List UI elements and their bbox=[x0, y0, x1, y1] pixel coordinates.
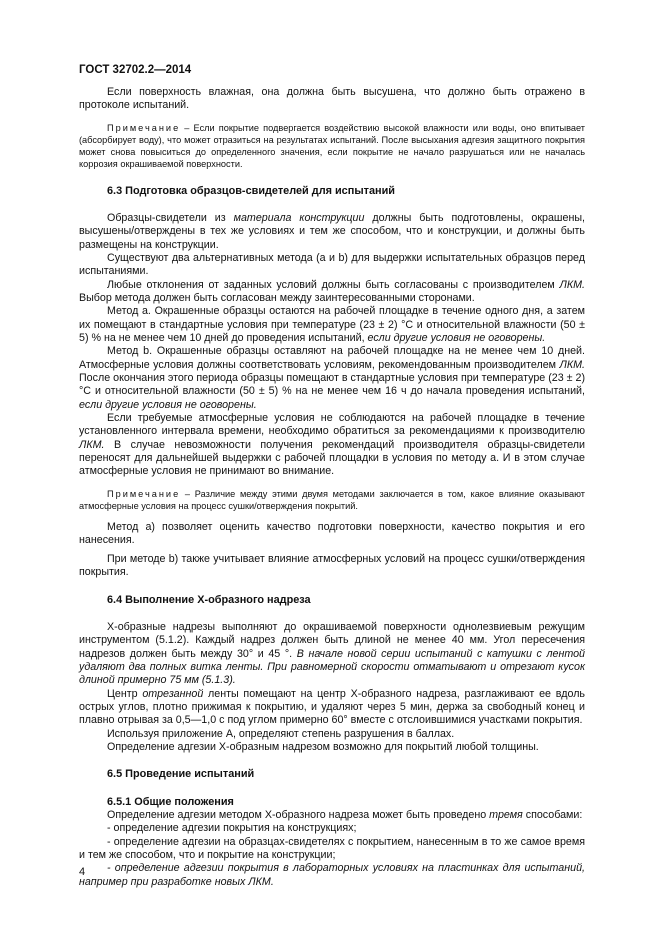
italic-text: если другие условия не оговорены. bbox=[79, 398, 257, 411]
paragraph-6-4-3: Используя приложение A, определяют степень разрушения в баллах. bbox=[107, 727, 455, 740]
text: должны быть подготовлены, окрашены, высушены/отверждены в тех же условиях и тем же способом, что и конструкции, и должны быть размещены на конструкции. bbox=[79, 211, 586, 251]
paragraph-6-4-2 bbox=[79, 688, 585, 728]
paragraph-method-a bbox=[79, 305, 585, 345]
paragraph-method-b bbox=[79, 345, 585, 412]
text: способами: bbox=[522, 808, 583, 821]
italic-text: материала конструкции bbox=[233, 211, 365, 224]
italic-text: тремя bbox=[489, 808, 523, 821]
note-text: – Различие между этими двумя методами заключается в том, какое влияние оказывают атмосферные условия на процесс сушки/отверждения покрытий. bbox=[79, 488, 585, 511]
paragraph-6-4-4: Определение адгезии X-образным надрезом возможно для покрытий любой толщины. bbox=[107, 740, 539, 753]
italic-text: - определение адгезии покрытия в лабораторных условиях на пластинках для испытаний, например при разработке новых ЛКМ. bbox=[79, 862, 585, 888]
italic-text: отрезанной bbox=[142, 687, 204, 700]
list-item: - определение адгезии на образцах-свидетелях с покрытием, нанесенным в то же самое время и тем же способом, что и покрытие на конструкции; bbox=[79, 835, 585, 861]
list-item bbox=[79, 862, 585, 889]
note-humidity bbox=[79, 122, 585, 171]
paragraph-6-3-2: Существуют два альтернативных метода (a и b) для выдержки испытательных образцов перед испытаниями. bbox=[79, 251, 585, 278]
note-methods bbox=[79, 488, 585, 512]
note-text: – Если покрытие подвергается воздействию высокой влажности или воды, оно впитывает (абсорбирует воду), что может отразиться на результатах испытаний. После высыхания адгезия защитного покрытия может снова повыситься до определенного значения, если покрытие не начало разрушаться или не началась коррозия окрашиваемой поверхности. bbox=[79, 122, 585, 170]
page-number: 4 bbox=[79, 866, 86, 878]
text: Образцы-свидетели из bbox=[107, 211, 234, 224]
paragraph-6-4-1 bbox=[79, 621, 585, 688]
text: Выбор метода должен быть согласован между заинтересованными сторонами. bbox=[79, 291, 475, 304]
document-header: ГОСТ 32702.2—2014 bbox=[79, 64, 192, 76]
text: ленты помещают на центр X-образного надреза, разглаживают ее вдоль острых углов, плотно прижимая к покрытию, и удаляют через 5 мин, держа за свободный конец и плавно отрывая за 0,5—1,0 с под углом примерно 60° вместе с отслоившимися участками покрытия. bbox=[79, 687, 586, 727]
list-item: - определение адгезии покрытия на конструкциях; bbox=[107, 822, 357, 835]
text: В случае невозможности получения рекомендаций производителя образцы-свидетели переносят для дальнейшей выдержки с рабочей площадки в условия по методу a. И в этом случае атмосферные условия не принимают во внимание. bbox=[79, 438, 585, 478]
note-label: Примечание bbox=[107, 122, 181, 133]
italic-text: ЛКМ. bbox=[559, 358, 585, 371]
text: Центр bbox=[107, 687, 143, 700]
section-6-4-title: 6.4 Выполнение X-образного надреза bbox=[107, 593, 311, 606]
text: Метод a. Окрашенные образцы остаются на рабочей площадке в течение одного дня, а затем их помещают в стандартные условия при температуре (23 ± 2) °С и относительной влажности (50 ± 5) % на не менее чем 10 дней до проведения испытаний, bbox=[79, 305, 585, 344]
text: Определение адгезии методом X-образного надреза может быть проведено bbox=[107, 808, 490, 821]
italic-text: если другие условия не оговорены. bbox=[367, 331, 546, 344]
paragraph-6-3-7: Метод a) позволяет оценить качество подготовки поверхности, качество покрытия и его нанесения. bbox=[79, 521, 585, 547]
paragraph-6-3-3 bbox=[79, 279, 585, 306]
note-label: Примечание bbox=[107, 488, 181, 499]
document-body bbox=[79, 86, 585, 889]
section-6-3-title: 6.3 Подготовка образцов-свидетелей для испытаний bbox=[107, 184, 395, 197]
paragraph-6-3-1 bbox=[79, 212, 585, 252]
section-6-5-title: 6.5 Проведение испытаний bbox=[107, 768, 255, 781]
text: Если требуемые атмосферные условия не соблюдаются на рабочей площадке в течение установленного интервала времени, необходимо обратиться за рекомендациями к производителю bbox=[79, 412, 585, 438]
section-6-5-1-title: 6.5.1 Общие положения bbox=[107, 795, 234, 808]
italic-text: ЛКМ. bbox=[79, 438, 105, 451]
text: После окончания этого периода образцы помещают в стандартные условия при температуре (23 ± 2) °С и относительной влажности (50 ± 5) % на не менее чем 16 ч до начала проведения испытаний, bbox=[79, 371, 585, 398]
paragraph-wet-surface: Если поверхность влажная, она должна быть высушена, что должно быть отражено в протоколе испытаний. bbox=[79, 86, 585, 112]
text: X-образные надрезы выполняют до окрашиваемой поверхности однолезвиевым режущим инструментом (5.1.2). Каждый надрез должен быть длиной не менее 40 мм. Угол пересечения надрезов должен быть между 30° и 45 °. bbox=[79, 620, 585, 660]
italic-text: В начале новой серии испытаний с катушки с лентой удаляют два полных витка ленты. При равномерной скорости отматывают и отрезают кусок длиной примерно 75 мм (5.1.3). bbox=[79, 647, 585, 687]
text: Любые отклонения от заданных условий должны быть согласованы с производителем bbox=[107, 278, 560, 291]
paragraph-6-3-8: При методе b) также учитывает влияние атмосферных условий на процесс сушки/отверждения покрытия. bbox=[79, 552, 585, 579]
paragraph-6-3-6 bbox=[79, 412, 585, 479]
text: Метод b. Окрашенные образцы оставляют на рабочей площадке на не менее чем 10 дней. Атмосферные условия должны соответствовать условиям, рекомендованным производителем bbox=[79, 345, 585, 371]
paragraph-6-5-1 bbox=[79, 809, 585, 822]
italic-text: ЛКМ. bbox=[559, 278, 585, 291]
